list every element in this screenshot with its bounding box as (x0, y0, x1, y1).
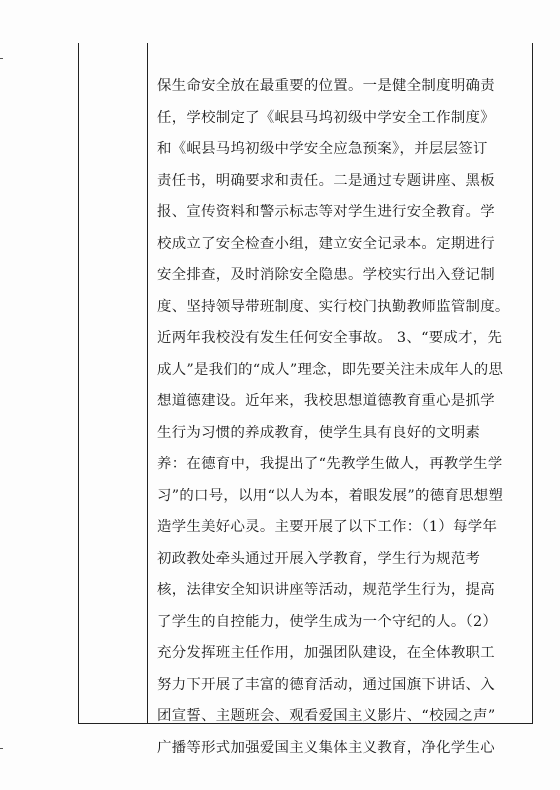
text-line: 养：在德育中，我提出了“先教学生做人，再教学生学 (157, 456, 503, 472)
text-line: 责任书，明确要求和责任。二是通过专题讲座、黑板 (157, 172, 495, 189)
text-line: 度、坚持领导带班制度、实行校门执勤教师监管制度。 (157, 298, 510, 315)
text-line: 了学生的自控能力，使学生成为一个守纪的人。（2） (157, 613, 498, 630)
text-line: 生行为习惯的养成教育，使学生具有良好的文明素 (157, 424, 481, 441)
text-line: 保生命安全放在最重要的位置。一是健全制度明确责 (157, 78, 495, 94)
text-line: 任，学校制定了《岷县马坞初级中学安全工作制度》 (157, 109, 495, 126)
text-line: 团宣誓、主题班会、观看爱国主义影片、“校园之声” (157, 708, 496, 724)
text-line: 报、宣传资料和警示标志等对学生进行安全教育。学 (157, 204, 495, 220)
scan-edge-mark (0, 58, 3, 59)
text-line: 近两年我校没有发生任何安全事故。 3、“要成才，先 (157, 330, 503, 346)
text-line: 安全排查，及时消除安全隐患。学校实行出入登记制 (157, 267, 495, 283)
text-line: 和《岷县马坞初级中学安全应急预案》，并层层签订 (157, 141, 488, 157)
text-line: 充分发挥班主任作用，加强团队建设，在全体教职工 (157, 645, 495, 661)
text-line: 广播等形式加强爱国主义集体主义教育，净化学生心 (157, 739, 495, 756)
scan-edge-mark (0, 748, 3, 749)
table-column-divider (147, 43, 148, 723)
text-line: 核，法律安全知识讲座等活动，规范学生行为，提高 (157, 582, 495, 598)
text-line: 校成立了安全检查小组，建立安全记录本。定期进行 (157, 235, 495, 252)
text-line: 想道德建设。近年来，我校思想道德教育重心是抓学 (157, 393, 495, 409)
text-line: 努力下开展了丰富的德育活动，通过国旗下讲话、入 (157, 676, 495, 693)
form-table (78, 43, 533, 756)
text-line: 习”的口号，以用“以人为本，着眼发展”的德育思想塑 (157, 487, 504, 504)
text-line: 初政教处牵头通过开展入学教育，学生行为规范考 (157, 550, 481, 567)
table-content-cell (157, 71, 527, 764)
text-line: 造学生美好心灵。主要开展了以下工作：（1）每学年 (157, 519, 498, 535)
text-line: 成人”是我们的“成人”理念，即先要关注未成年人的思 (157, 361, 504, 378)
